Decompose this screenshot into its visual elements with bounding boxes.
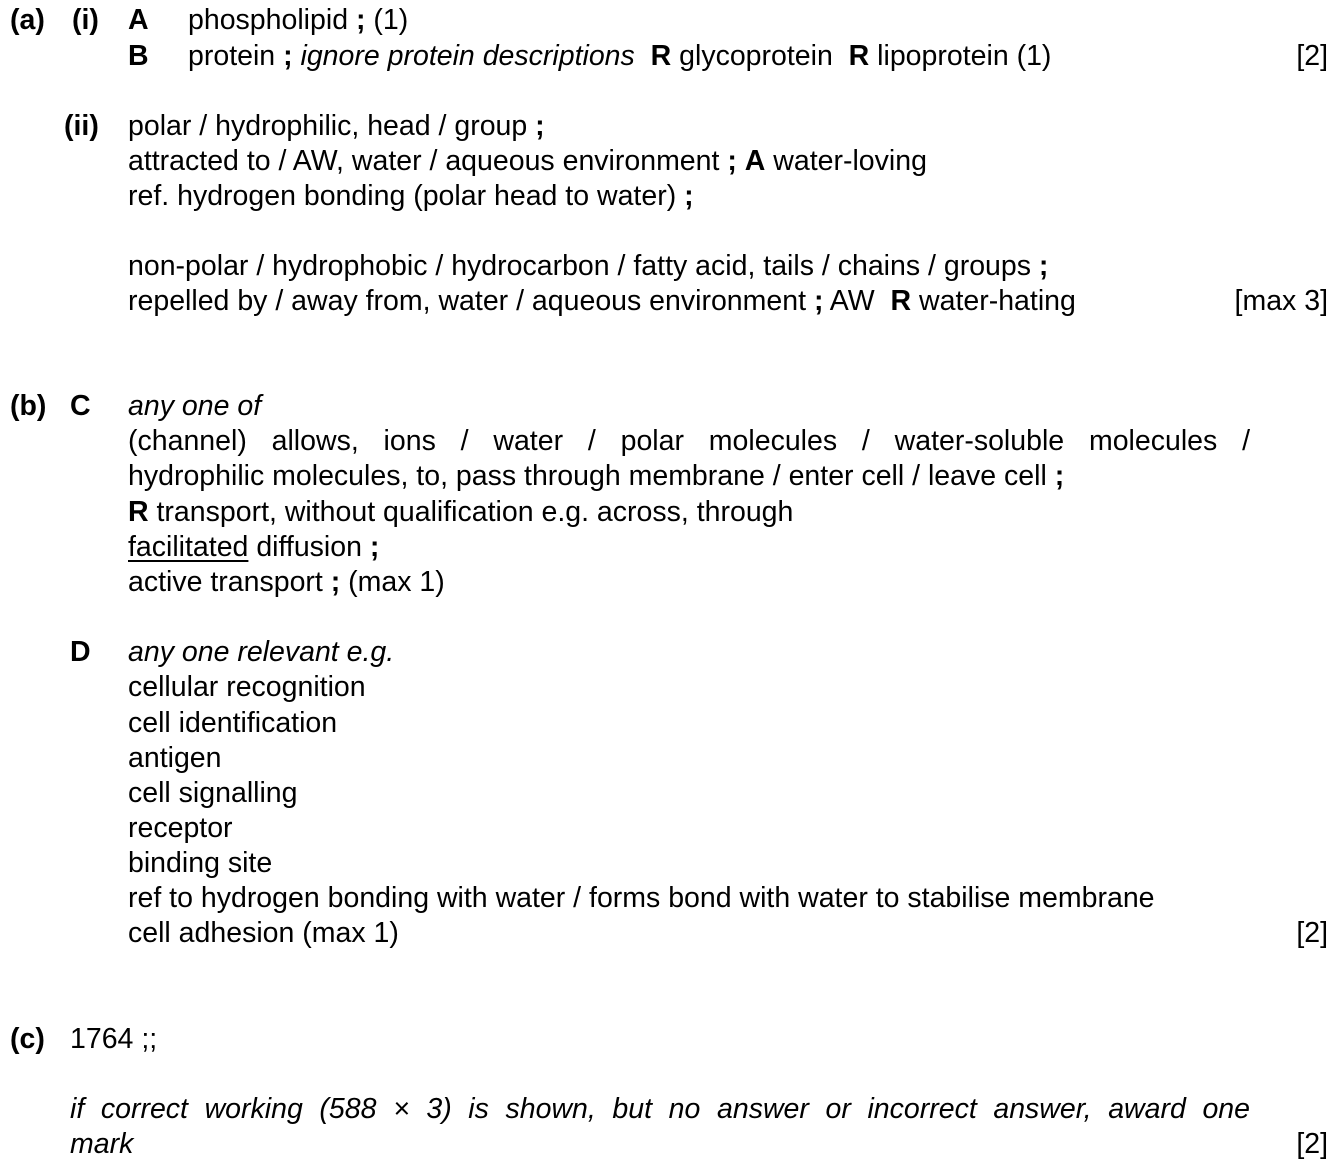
- item-b-text: protein: [188, 40, 276, 72]
- item-c-line-2-text: hydrophilic molecules, to, pass through membrane / enter cell / leave cell: [128, 460, 1047, 492]
- part-a-ii-line-1: [128, 108, 545, 144]
- item-c-line-4-sep: ;: [361, 531, 380, 563]
- item-c-line-1: (channel) allows, ions / water / polar molecules / water-soluble molecules /: [128, 425, 1250, 457]
- item-c-line-5-sep: ;: [322, 566, 341, 598]
- line-4-sep: ;: [1031, 250, 1049, 282]
- part-b-marks: [2]: [1296, 917, 1328, 949]
- line-2-sep: ;: [719, 145, 737, 177]
- item-c-line-2: [128, 458, 1064, 494]
- part-a-i-label: (i): [72, 4, 99, 36]
- part-c-note-line-1: if correct working (588 × 3) is shown, but no answer or incorrect answer, award one: [70, 1093, 1250, 1125]
- part-c-note-line-2: mark: [70, 1128, 134, 1160]
- line-2-accept: A: [744, 145, 766, 177]
- part-a-ii-label: (ii): [64, 110, 99, 142]
- item-d-option: cell signalling: [128, 777, 298, 809]
- item-c-line-4: [128, 529, 379, 565]
- item-d-option: cellular recognition: [128, 671, 366, 703]
- item-b-ignore: ignore protein descriptions: [300, 40, 635, 72]
- item-d-option: cell identification: [128, 707, 338, 739]
- item-d-option: ref to hydrogen bonding with water / forms bond with water to stabilise membrane: [128, 882, 1155, 914]
- part-a-ii-marks: [max 3]: [1234, 285, 1328, 317]
- item-c-letter: C: [70, 390, 91, 422]
- item-d-intro: any one relevant e.g.: [128, 636, 395, 668]
- item-c-line-4-rest: diffusion: [248, 531, 362, 563]
- item-c-line-5-max: (max 1): [340, 566, 445, 598]
- item-b-letter: B: [128, 40, 149, 72]
- part-a-i-marks: [2]: [1296, 40, 1328, 72]
- item-c-line-5-text: active transport: [128, 566, 323, 598]
- item-c-reject-line: [128, 494, 793, 530]
- line-5-text: repelled by / away from, water / aqueous environment: [128, 285, 807, 317]
- part-a-ii-line-2: [128, 143, 927, 179]
- item-b-answer: [188, 38, 1051, 74]
- line-2-text: attracted to / AW, water / aqueous environment: [128, 145, 720, 177]
- item-d-letter: D: [70, 636, 91, 668]
- line-5-reject-text: water-hating: [911, 285, 1076, 317]
- line-4-text: non-polar / hydrophobic / hydrocarbon / fatty acid, tails / chains / groups: [128, 250, 1031, 282]
- part-c-marks: [2]: [1296, 1128, 1328, 1160]
- part-a-ii-line-5: [128, 283, 1076, 319]
- line-1-sep: ;: [527, 110, 545, 142]
- part-c-answer: 1764 ;;: [70, 1023, 158, 1055]
- item-c-underlined-word: facilitated: [128, 531, 249, 563]
- item-b-sep: ;: [275, 40, 293, 72]
- item-a-sep: ;: [348, 4, 366, 36]
- item-b-reject-1: R: [650, 40, 672, 72]
- item-c-reject-text: transport, without qualification e.g. across, through: [148, 496, 794, 528]
- part-b-label: (b): [10, 390, 47, 422]
- item-b-reject-1-text: glycoprotein: [671, 40, 833, 72]
- item-a-mark: (1): [365, 4, 409, 36]
- part-c-label: (c): [10, 1023, 45, 1055]
- line-5-aw: AW: [823, 285, 875, 317]
- line-1-text: polar / hydrophilic, head / group: [128, 110, 528, 142]
- item-d-option: receptor: [128, 812, 233, 844]
- item-a-answer: [188, 2, 408, 38]
- item-b-reject-2: R: [848, 40, 870, 72]
- line-5-sep: ;: [806, 285, 824, 317]
- part-a-label: (a): [10, 4, 45, 36]
- item-d-option: antigen: [128, 742, 222, 774]
- line-3-text: ref. hydrogen bonding (polar head to water): [128, 180, 677, 212]
- item-a-text: phospholipid: [188, 4, 349, 36]
- item-c-intro: any one of: [128, 390, 262, 422]
- item-c-line-5: [128, 564, 445, 600]
- part-a-ii-line-3: [128, 178, 694, 214]
- item-a-letter: A: [128, 4, 149, 36]
- line-3-sep: ;: [676, 180, 694, 212]
- line-5-reject: R: [890, 285, 912, 317]
- item-b-reject-2-text: lipoprotein (1): [869, 40, 1052, 72]
- line-2-accept-text: water-loving: [765, 145, 927, 177]
- item-d-option: cell adhesion (max 1): [128, 917, 399, 949]
- item-c-reject: R: [128, 496, 149, 528]
- item-d-option: binding site: [128, 847, 273, 879]
- part-a-ii-line-4: [128, 248, 1048, 284]
- item-c-line-2-sep: ;: [1046, 460, 1065, 492]
